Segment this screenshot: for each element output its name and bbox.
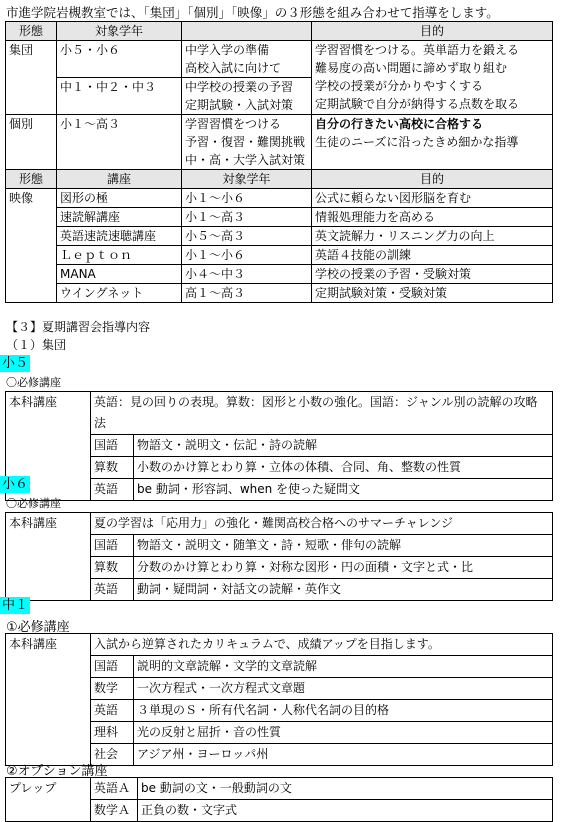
grade-cell: 高１～高３ — [182, 284, 312, 303]
grade-cell: 小１～小６ — [182, 246, 312, 265]
grade-cell: 小１～小６ — [182, 189, 312, 208]
header-purpose: 目的 — [312, 22, 553, 41]
subject-content: 説明的文章読解・文学的文章読解 — [134, 656, 553, 678]
subject-content: 物語文・説明文・伝記・詩の読解 — [134, 435, 553, 457]
course-cell: 速読解講座 — [57, 208, 182, 227]
teaching-forms-table — [5, 21, 553, 303]
course-name: 本科講座 — [6, 634, 91, 766]
subject-content: 物語文・説明文・随筆文・詩・短歌・俳句の読解 — [134, 535, 553, 557]
subject-content: 正負の数・文字式 — [138, 800, 553, 822]
grade-cell: 小４～中３ — [182, 265, 312, 284]
subject-name: 国語 — [91, 535, 134, 557]
grade-badge: 中１ — [2, 598, 29, 613]
course-cell: ウイングネット — [57, 284, 182, 303]
purpose-cell: 学校の授業の予習・受験対策 — [312, 265, 553, 284]
purpose-line: 学習習慣をつける。英単語力を鍛える — [315, 43, 520, 57]
subject-name: 理科 — [91, 722, 134, 744]
purpose-line: 定期試験で自分が納得する点数を取る — [315, 97, 520, 111]
subject-name: 英語 — [91, 700, 134, 722]
section-heading: 【３】夏期講習会指導内容 — [6, 320, 151, 334]
subject-name: 数学 — [91, 678, 134, 700]
grade-cell: 小１～高３ — [182, 208, 312, 227]
purpose-cell: 定期試験対策・受験対策 — [312, 284, 553, 303]
course-name: 本科講座 — [6, 513, 91, 601]
subject-content: ３単現のＳ・所有代名詞・人称代名詞の目的格 — [134, 700, 553, 722]
subsection-heading: （１）集団 — [6, 338, 67, 352]
subject-name: 算数 — [91, 457, 134, 479]
target-line: 中学校の授業の予習 — [185, 80, 294, 94]
subject-content: 一次方程式・一次方程式文章題 — [134, 678, 553, 700]
subject-name: 算数 — [91, 557, 134, 579]
purpose-line: 自分の行きたい高校に合格する — [315, 117, 484, 131]
subject-content: be 動詞・形容詞、when を使った疑問文 — [134, 479, 553, 501]
grade-cell: 小５～高３ — [182, 227, 312, 246]
course-table — [5, 391, 553, 501]
purpose-cell: 情報処理能力を高める — [312, 208, 553, 227]
subject-name: 英語 — [91, 479, 134, 501]
course-name: プレップ — [6, 778, 91, 822]
target-line: 中学入学の準備 — [185, 43, 270, 57]
purpose-cell: 英語４技能の訓練 — [312, 246, 553, 265]
subject-content: 分数のかけ算とわり算・対称な図形・円の面積・文字と式・比 — [134, 557, 553, 579]
header-form: 形態 — [6, 22, 57, 41]
subject-name: 国語 — [91, 435, 134, 457]
required-label: 〇必修講座 — [6, 376, 61, 389]
course-cell: 英語速読速聴講座 — [57, 227, 182, 246]
course-cell: MANA — [57, 265, 182, 284]
subject-name: 数学Ａ — [91, 800, 138, 822]
form-cell: 映像 — [6, 189, 57, 303]
grade-badge: 小５ — [2, 356, 29, 371]
subject-content: be 動詞の文・一般動詞の文 — [138, 778, 553, 800]
subject-content: アジア州・ヨーロッパ州 — [134, 744, 553, 766]
target-line: 定期試験・入試対策 — [185, 98, 294, 112]
option-label: ②オプション講座 — [6, 764, 108, 779]
intro-text: 市進学院岩槻教室では、「集団」「個別」「映像」の３形態を組み合わせて指導をします。 — [6, 5, 499, 20]
purpose-line: 難易度の高い問題に諦めず取り組む — [315, 61, 508, 75]
subject-content: 光の反射と屈折・音の性質 — [134, 722, 553, 744]
grade-cell: 小５・小６ — [57, 41, 182, 78]
subject-name: 国語 — [91, 656, 134, 678]
grade-cell: 中１・中２・中３ — [57, 78, 182, 115]
course-table — [5, 512, 553, 601]
course-cell: Ｌｅｐｔｏｎ — [57, 246, 182, 265]
purpose-line: 学校の授業が分かりやすくする — [315, 79, 484, 93]
header-form: 形態 — [6, 170, 57, 189]
header-grade: 対象学年 — [57, 22, 182, 41]
subject-name: 英語Ａ — [91, 778, 138, 800]
course-name: 本科講座 — [6, 392, 91, 501]
header-grade: 対象学年 — [182, 170, 312, 189]
course-summary: 夏の学習は「応用力」の強化・難関高校合格へのサマーチャレンジ — [91, 513, 553, 535]
form-cell: 集団 — [6, 41, 57, 115]
subject-name: 英語 — [91, 579, 134, 601]
header-course: 講座 — [57, 170, 182, 189]
required-label: 〇必修講座 — [6, 497, 61, 510]
subject-content: 動詞・疑問詞・対話文の読解・英作文 — [134, 579, 553, 601]
option-table — [5, 777, 553, 822]
form-cell: 個別 — [6, 115, 57, 170]
header-purpose: 目的 — [312, 170, 553, 189]
purpose-line: 生徒のニーズに沿ったきめ細かな指導 — [315, 135, 519, 149]
target-line: 予習・復習・難関挑戦 — [185, 135, 306, 149]
course-table — [5, 633, 553, 766]
purpose-cell: 英文読解力・リスニング力の向上 — [312, 227, 553, 246]
target-line: 高校入試に向けて — [185, 61, 282, 75]
grade-badge: 小６ — [2, 477, 29, 492]
course-summary: 英語：見の回りの表現。算数：図形と小数の強化。国語：ジャンル別の読解の攻略法 — [91, 392, 553, 435]
subject-content: 小数のかけ算とわり算・立体の体積、合同、角、整数の性質 — [134, 457, 553, 479]
grade-cell: 小１～高３ — [57, 115, 182, 170]
target-line: 中・高・大学入試対策 — [185, 153, 306, 167]
target-line: 学習習慣をつける — [185, 117, 282, 131]
required-label: ①必修講座 — [6, 620, 70, 635]
header-target — [182, 22, 312, 41]
subject-name: 社会 — [91, 744, 134, 766]
purpose-cell: 公式に頼らない図形脳を育む — [312, 189, 553, 208]
course-summary: 入試から逆算されたカリキュラムで、成績アップを目指します。 — [91, 634, 553, 656]
course-cell: 図形の極 — [57, 189, 182, 208]
